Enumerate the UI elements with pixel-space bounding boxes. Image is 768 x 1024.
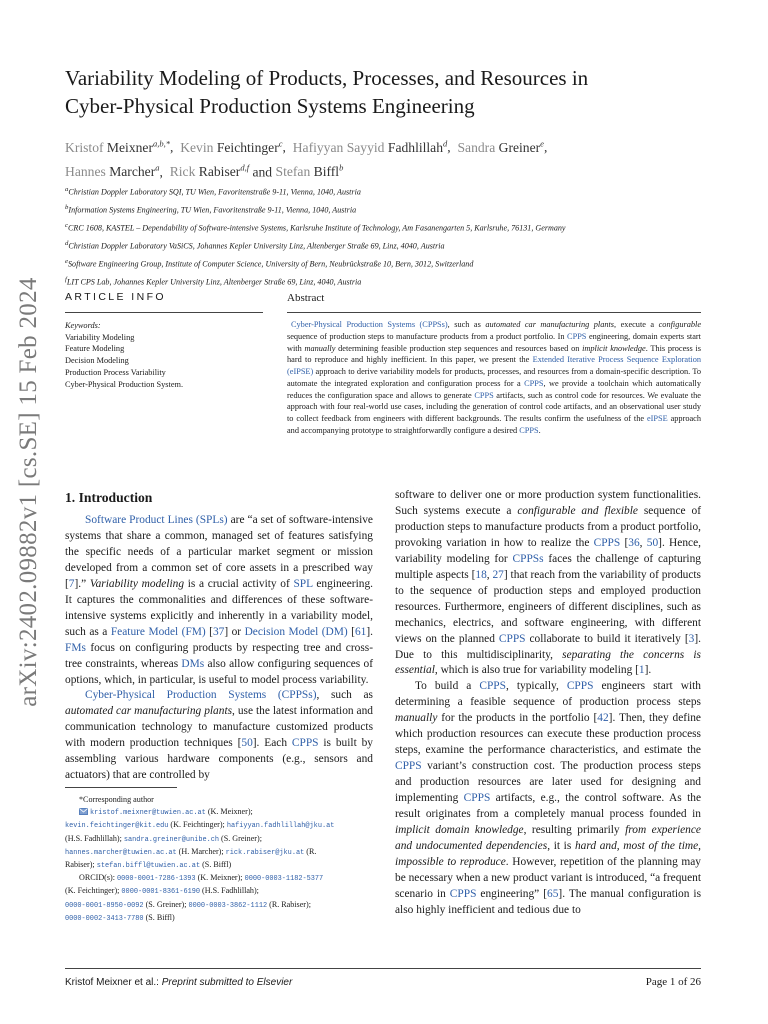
affiliations <box>65 182 725 291</box>
footnote-line: ORCID(s): 0000-0001-7286-1393 (K. Meixner); 0000-0003-1182-5377 <box>79 873 324 884</box>
footer-rule <box>65 968 701 969</box>
footnote-line: (K. Feichtinger); 0000-0001-8361-6190 (H.S. Fadhlillah); <box>65 886 259 897</box>
author[interactable]: Sandra Greiner$^e$ <box>457 138 544 155</box>
acronym-link[interactable]: DMs <box>181 657 205 670</box>
affiliation: $^b$Information Systems Engineering, TU Wien, Favoritenstraße 9-11, Vienna, 1040, Austria <box>65 204 357 215</box>
intro-paragraph-2: Cyber-Physical Production Systems (CPPSs), such as automated car manufacturing plants, use the latest information and communication technology to manufacture customized products with modern production techniques [50]. Each CPPS is built by assembling various hardware components (e.g., sensors and actuators) that are controlled by <box>65 689 373 782</box>
citation-link[interactable]: 65 <box>547 887 559 900</box>
corresponding-author-note: *Corresponding author <box>79 794 154 804</box>
acronym-link[interactable]: eIPSE <box>646 414 668 423</box>
acronym-link[interactable]: CPPS <box>479 680 506 693</box>
email-link[interactable]: stefan.biffl@tuwien.ac.at <box>96 861 201 870</box>
left-column <box>65 489 373 925</box>
footer-citation: Kristof Meixner et al.: Preprint submitted to Elsevier <box>65 977 293 988</box>
acronym-link[interactable]: Software Product Lines (SPLs) <box>85 514 228 526</box>
acronym-link[interactable]: FMs <box>65 641 86 654</box>
abstract-heading: Abstract <box>287 292 325 304</box>
email-link[interactable]: kevin.feichtinger@kit.edu <box>65 822 169 831</box>
acronym-link[interactable]: CPPS <box>593 536 621 549</box>
acronym-link[interactable]: Feature Model (FM) <box>110 625 206 638</box>
keyword: Feature Modeling <box>65 344 125 354</box>
acronym-link[interactable]: Decision Model (DM) <box>244 625 348 638</box>
author[interactable]: Kristof Meixner$^{a,b,*}$ <box>65 138 170 155</box>
acronym-link[interactable]: Cyber-Physical Production Systems (CPPSs) <box>85 689 317 702</box>
citation-link[interactable]: 18 <box>475 568 487 581</box>
arxiv-side-stamp <box>15 277 42 707</box>
affiliation: $^d$Christian Doppler Laboratory VaSiCS, Johannes Kepler University Linz, Altenberger Straße 69, Linz, 4040, Austria <box>65 240 445 251</box>
right-column <box>395 488 701 919</box>
intro-paragraph-4: To build a CPPS, typically, CPPS engineers start with determining a feasible sequence of production process steps manually for the products in the portfolio [42]. Then, they define which production resources can execute these production process steps, examine the performance characteristics, and estimate the CPPS variant’s construction cost. The production process steps and production resources are later used for designing and implementing CPPS artifacts, e.g., the control software. As the result originates from a completely manual process founded in implicit domain knowledge, resulting primarily from experience and undocumented dependencies, it is hard and, most of the time, impossible to reproduce. However, repetition of the planning may be necessary when a new product variant is introduced, “a frequent scenario in CPPS engineering” [65]. The manual configuration is also highly inefficient and tedious due to <box>395 680 701 916</box>
title-line-2: Cyber-Physical Production Systems Engineering <box>65 94 475 118</box>
arxiv-id-text: arXiv:2402.09882v1 [cs.SE] 15 Feb 2024 <box>15 277 42 707</box>
citation-link[interactable]: 3 <box>688 632 695 645</box>
citation-link[interactable]: 37 <box>212 625 225 638</box>
abstract-text: Cyber-Physical Production Systems (CPPSs), such as automated car manufacturing plants, execute a configurable sequence of production steps to manufacture products from a product portfolio. In CPPS engineering, domain experts start with manually determining feasible production step sequences and resources based on implicit knowledge. This process is hard to reproduce and highly inefficient. In this paper, we present the Extended Iterative Process Sequence Exploration (eIPSE) approach to derive variability models for products, processes, and resources from a domain-specific description. To automate the integrated exploration and configuration process for a CPPS, we provide a toolchain which automatically reduces the configuration space and allows to generate CPPS artifacts, such as control code for resources. We evaluate the approach with four real-world use cases, including the generation of control code artifacts, and an observational user study to collect feedback from engineers with different backgrounds. The results confirm the usefulness of the eIPSE approach and accompanying prototype to straightforwardly configure a desired CPPS. <box>287 320 702 435</box>
acronym-link[interactable]: SPL <box>293 577 313 590</box>
footnote-line: 0000-0001-8950-0092 (S. Greiner); 0000-0003-3862-1112 (R. Rabiser); <box>65 899 311 910</box>
author[interactable]: Hafiyyan Sayyid Fadhlillah$^d$ <box>292 138 448 155</box>
abstract-rule <box>287 312 701 313</box>
author[interactable]: Kevin Feichtinger$^c$ <box>180 138 283 155</box>
affiliation: $^f$LIT CPS Lab, Johannes Kepler University Linz, Altenberger Straße 69, Linz, 4040, Austria <box>65 276 362 288</box>
footnote-line: Rabiser); stefan.biffl@tuwien.ac.at (S. Biffl) <box>65 859 232 870</box>
keyword: Decision Modeling <box>65 356 129 366</box>
citation-link[interactable]: 42 <box>597 712 609 725</box>
citation-link[interactable]: 50 <box>646 536 659 549</box>
acronym-link[interactable]: CPPS <box>395 760 422 773</box>
article-info-rule <box>65 312 263 313</box>
footnote-rule <box>65 787 177 788</box>
email-link[interactable]: kristof.meixner@tuwien.ac.at <box>90 809 206 818</box>
footnote-line: (H.S. Fadhlillah); sandra.greiner@unibe.ch (S. Greiner); <box>65 833 262 844</box>
footnote-line: kevin.feichtinger@kit.edu (K. Feichtinger); hafiyyan.fadhlillah@jku.at <box>65 820 335 831</box>
title-line-1: Variability Modeling of Products, Processes, and Resources in <box>65 66 589 90</box>
orcid-link[interactable]: 0000-0001-7286-1393 <box>117 875 196 884</box>
orcid-link[interactable]: 0000-0003-3862-1112 <box>188 901 268 910</box>
citation-link[interactable]: 27 <box>492 568 504 581</box>
footnote-line: kristof.meixner@tuwien.ac.at (K. Meixner); <box>65 806 373 819</box>
orcid-link[interactable]: 0000-0003-1182-5377 <box>244 875 324 884</box>
email-link[interactable]: hannes.marcher@tuwien.ac.at <box>65 848 177 857</box>
acronym-link[interactable]: CPPS <box>519 425 539 435</box>
keyword: Production Process Variability <box>65 367 166 377</box>
acronym-link[interactable]: CPPS <box>524 378 544 388</box>
acronym-link[interactable]: CPPS <box>463 792 491 805</box>
acronym-link[interactable]: CPPS <box>449 887 477 900</box>
orcid-link[interactable]: 0000-0002-3413-7780 <box>65 914 144 923</box>
affiliation: $^a$Christian Doppler Laboratory SQI, TU Wien, Favoritenstraße 9-11, Vienna, 1040, Austria <box>65 186 361 197</box>
section-heading-introduction: 1. Introduction <box>65 490 153 505</box>
keywords-block <box>65 320 265 390</box>
acronym-link[interactable]: Cyber-Physical Production Systems (CPPSs) <box>291 320 448 329</box>
and-conjunction: and <box>252 164 273 180</box>
acronym-link[interactable]: CPPS <box>566 680 594 693</box>
citation-link[interactable]: 61 <box>354 625 367 638</box>
citation-link[interactable]: 36 <box>628 536 640 549</box>
citation-link[interactable]: 1 <box>638 664 645 677</box>
affiliation: $^e$Software Engineering Group, Institute of Computer Science, University of Bern, Neubrückstraße 10, Bern, 3012, Switzerland <box>65 258 474 270</box>
citation-link[interactable]: 50 <box>241 737 253 750</box>
citation-link[interactable]: 7 <box>68 577 75 590</box>
acronym-link[interactable]: Extended Iterative Process Sequence Exploration (eIPSE) <box>287 355 701 376</box>
paper-title <box>65 64 705 120</box>
email-link[interactable]: rick.rabiser@jku.at <box>225 848 305 857</box>
email-link[interactable]: hafiyyan.fadhlillah@jku.at <box>226 822 335 831</box>
affiliation: $^c$CRC 1608, KASTEL – Dependability of Software-intensive Systems, Karlsruhe Institute of Technology, Am Fasanengarten 5, Karlsruhe, 76131, Germany <box>65 222 566 233</box>
acronym-link[interactable]: CPPS <box>291 737 319 750</box>
article-info-heading: ARTICLE INFO <box>65 291 166 303</box>
email-link[interactable]: sandra.greiner@unibe.ch <box>123 835 220 844</box>
email-icon <box>79 808 88 815</box>
author[interactable]: Stefan Biffl$^b$ <box>275 162 344 180</box>
orcid-link[interactable]: 0000-0001-8950-0092 <box>65 901 144 910</box>
footnotes <box>65 794 373 925</box>
intro-paragraph-3: software to deliver one or more production system functionalities. Such systems execute a configurable and flexible sequence of production steps to manufacture products from a product portfolio, provoking variation in how to realize the CPPS [36, 50]. Hence, variability modeling for CPPSs faces the challenge of capturing multiple aspects [18, 27] that reach from the variability of products to the sequence of production steps and employed production resources. Furthermore, engineers of different disciplines, such as mechanics, electrics, and software engineering, with different views on the planned CPPS collaborate to build it iteratively [3]. Due to this multidisciplinarity, separating the concerns is essential, which is also true for variability modeling [1]. <box>395 489 701 677</box>
orcid-link[interactable]: 0000-0001-8361-6190 <box>121 888 200 897</box>
acronym-link[interactable]: CPPS <box>567 331 587 341</box>
page-number: Page 1 of 26 <box>645 976 701 988</box>
footnote-line: 0000-0002-3413-7780 (S. Biffl) <box>65 912 175 923</box>
author[interactable]: Rick Rabiser$^{d,f}$ <box>169 162 250 180</box>
keyword: Variability Modeling <box>65 332 135 342</box>
keyword: Cyber-Physical Production System. <box>65 379 184 389</box>
footnote-line: hannes.marcher@tuwien.ac.at (H. Marcher); rick.rabiser@jku.at (R. <box>65 846 317 857</box>
acronym-link[interactable]: CPPS <box>498 632 526 645</box>
author-list: Kristof Meixner$^{a,b,*}$, Kevin Feichtinger$^c$, Hafiyyan Sayyid Fadhlillah$^d$, Sandra Greiner$^e$, Hannes Marcher$^a$, Rick Rabiser$^{d,f}$ and Stefan Biffl$^b$ <box>65 138 548 180</box>
acronym-link[interactable]: CPPSs <box>512 552 544 565</box>
author[interactable]: Hannes Marcher$^a$ <box>65 162 160 180</box>
acronym-link[interactable]: CPPS <box>474 390 494 400</box>
keywords-label: Keywords: <box>65 321 101 330</box>
intro-paragraph-1: Software Product Lines (SPLs) are “a set of software-intensive systems that share a common, managed set of features satisfying the specific needs of a particular market segment or mission developed from a common set of core assets in a prescribed way [7].” Variability modeling is a crucial activity of SPL engineering. It captures the commonalities and differences of these software-intensive systems explicitly and inherently in a variability model, such as a Feature Model (FM) [37] or Decision Model (DM) [61]. FMs focus on configuring products by respecting tree and cross-tree constraints, whereas DMs also allow configuring sequences of options, which, in particular, is useful to model process variability. <box>65 514 373 686</box>
